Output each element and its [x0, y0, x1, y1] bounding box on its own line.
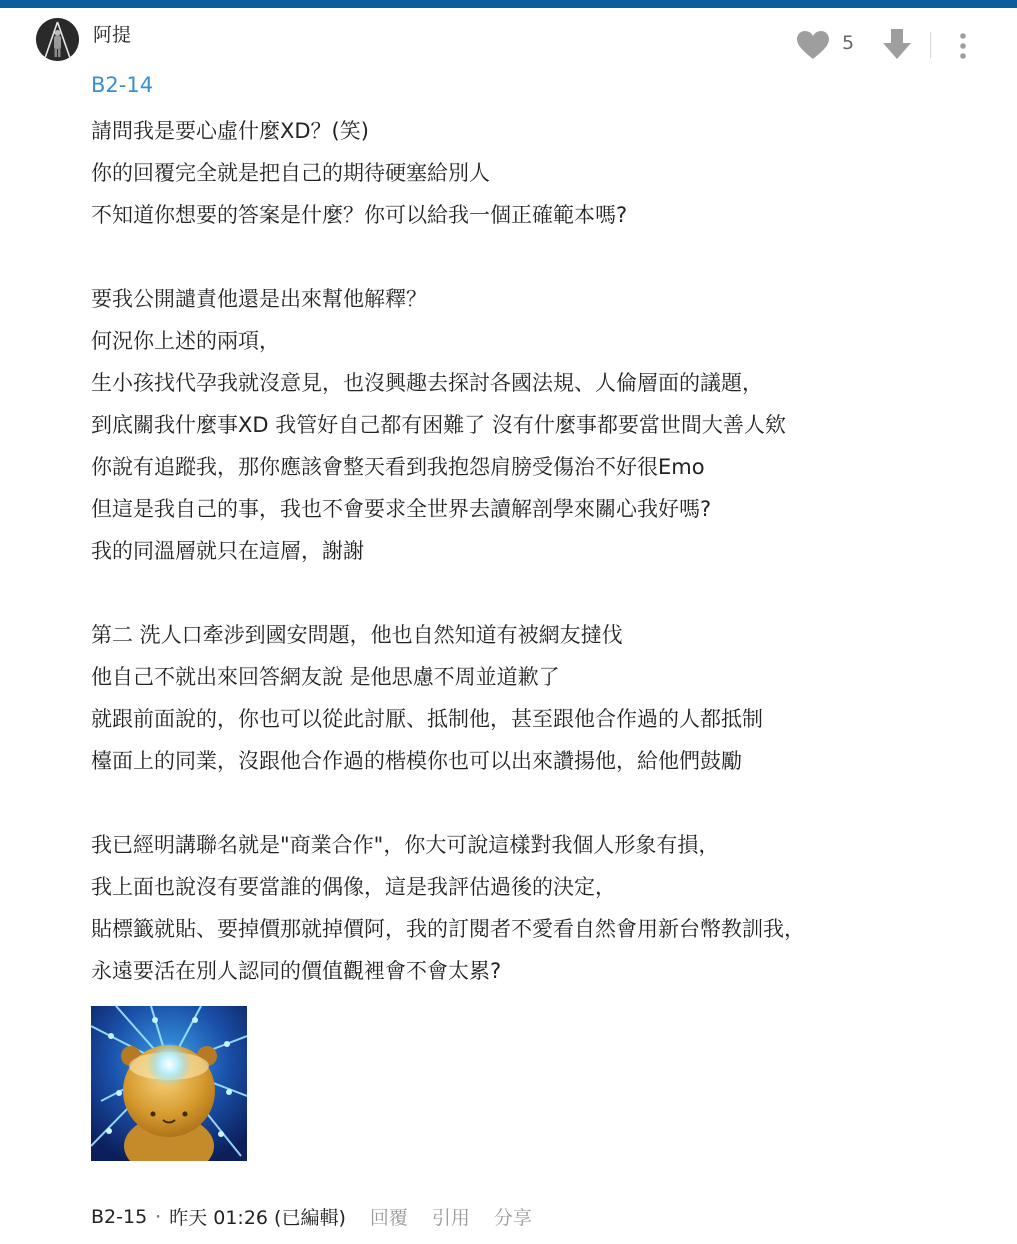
- avatar[interactable]: [36, 18, 79, 61]
- top-bar: [0, 0, 1017, 8]
- comment-line: 我上面也說沒有要當誰的偶像，這是我評估過後的決定，: [91, 875, 616, 899]
- blank-line: [91, 782, 991, 824]
- comment-line: 你說有追蹤我，那你應該會整天看到我抱怨肩膀受傷治不好很Emo: [91, 455, 705, 479]
- comment-line: 第二 洗人口牽涉到國安問題，他也自然知道有被網友撻伐: [91, 623, 623, 647]
- reply-to-floor-link[interactable]: B2-14: [91, 73, 154, 97]
- more-vertical-icon[interactable]: [956, 32, 970, 60]
- heart-icon[interactable]: [796, 30, 830, 60]
- action-separator: [930, 32, 931, 58]
- comment-line: 我已經明講聯名就是"商業合作"，你大可說這樣對我個人形象有損，: [91, 833, 720, 857]
- author-name[interactable]: 阿提: [93, 24, 132, 46]
- comment-footer: [91, 1203, 532, 1233]
- comment-line: 貼標籤就貼、要掉價那就掉價阿，我的訂閱者不愛看自然會用新台幣教訓我，: [91, 917, 805, 941]
- comment-line: 檯面上的同業，沒跟他合作過的楷模你也可以出來讚揚他，給他們鼓勵: [91, 749, 742, 773]
- arrow-down-icon[interactable]: [882, 28, 912, 60]
- comment-header: [36, 18, 996, 68]
- comment-line: 我的同溫層就只在這層，謝謝: [91, 539, 364, 563]
- quote-button[interactable]: 引用: [431, 1207, 470, 1229]
- sticker-image: [91, 1006, 247, 1161]
- comment-line: 就跟前面說的，你也可以從此討厭、抵制他，甚至跟他合作過的人都抵制: [91, 707, 763, 731]
- comment-line: 你的回覆完全就是把自己的期待硬塞給別人: [91, 161, 490, 185]
- comment-timestamp: 昨天 01:26 (已編輯): [169, 1207, 346, 1229]
- comment-line: 請問我是要心虛什麼XD？(笑): [91, 119, 369, 143]
- comment-line: 到底關我什麼事XD 我管好自己都有困難了 沒有什麼事都要當世間大善人欸: [91, 413, 786, 437]
- comment-line: 要我公開譴責他還是出來幫他解釋？: [91, 287, 427, 311]
- reply-button[interactable]: 回覆: [369, 1207, 408, 1229]
- comment-line: 永遠要活在別人認同的價值觀裡會不會太累?: [91, 959, 502, 983]
- blank-line: [91, 236, 991, 278]
- comment-actions: [796, 24, 996, 64]
- comment-line: 生小孩找代孕我就沒意見，也沒興趣去探討各國法規、人倫層面的議題，: [91, 371, 763, 395]
- comment-line: 但這是我自己的事，我也不會要求全世界去讀解剖學來關心我好嗎?: [91, 497, 712, 521]
- comment-body: [91, 110, 991, 992]
- comment-line: 他自己不就出來回答網友說 是他思慮不周並道歉了: [91, 665, 560, 689]
- share-button[interactable]: 分享: [493, 1207, 532, 1229]
- avatar-figure-icon: [36, 18, 79, 61]
- bear-laser-sticker: [91, 1006, 247, 1161]
- comment-line: 何況你上述的兩項，: [91, 329, 280, 353]
- footer-dot: ·: [155, 1205, 162, 1228]
- blank-line: [91, 572, 991, 614]
- like-count: 5: [842, 32, 855, 54]
- comment-line: 不知道你想要的答案是什麼？你可以給我一個正確範本嗎?: [91, 203, 628, 227]
- floor-number: B2-15: [91, 1205, 148, 1228]
